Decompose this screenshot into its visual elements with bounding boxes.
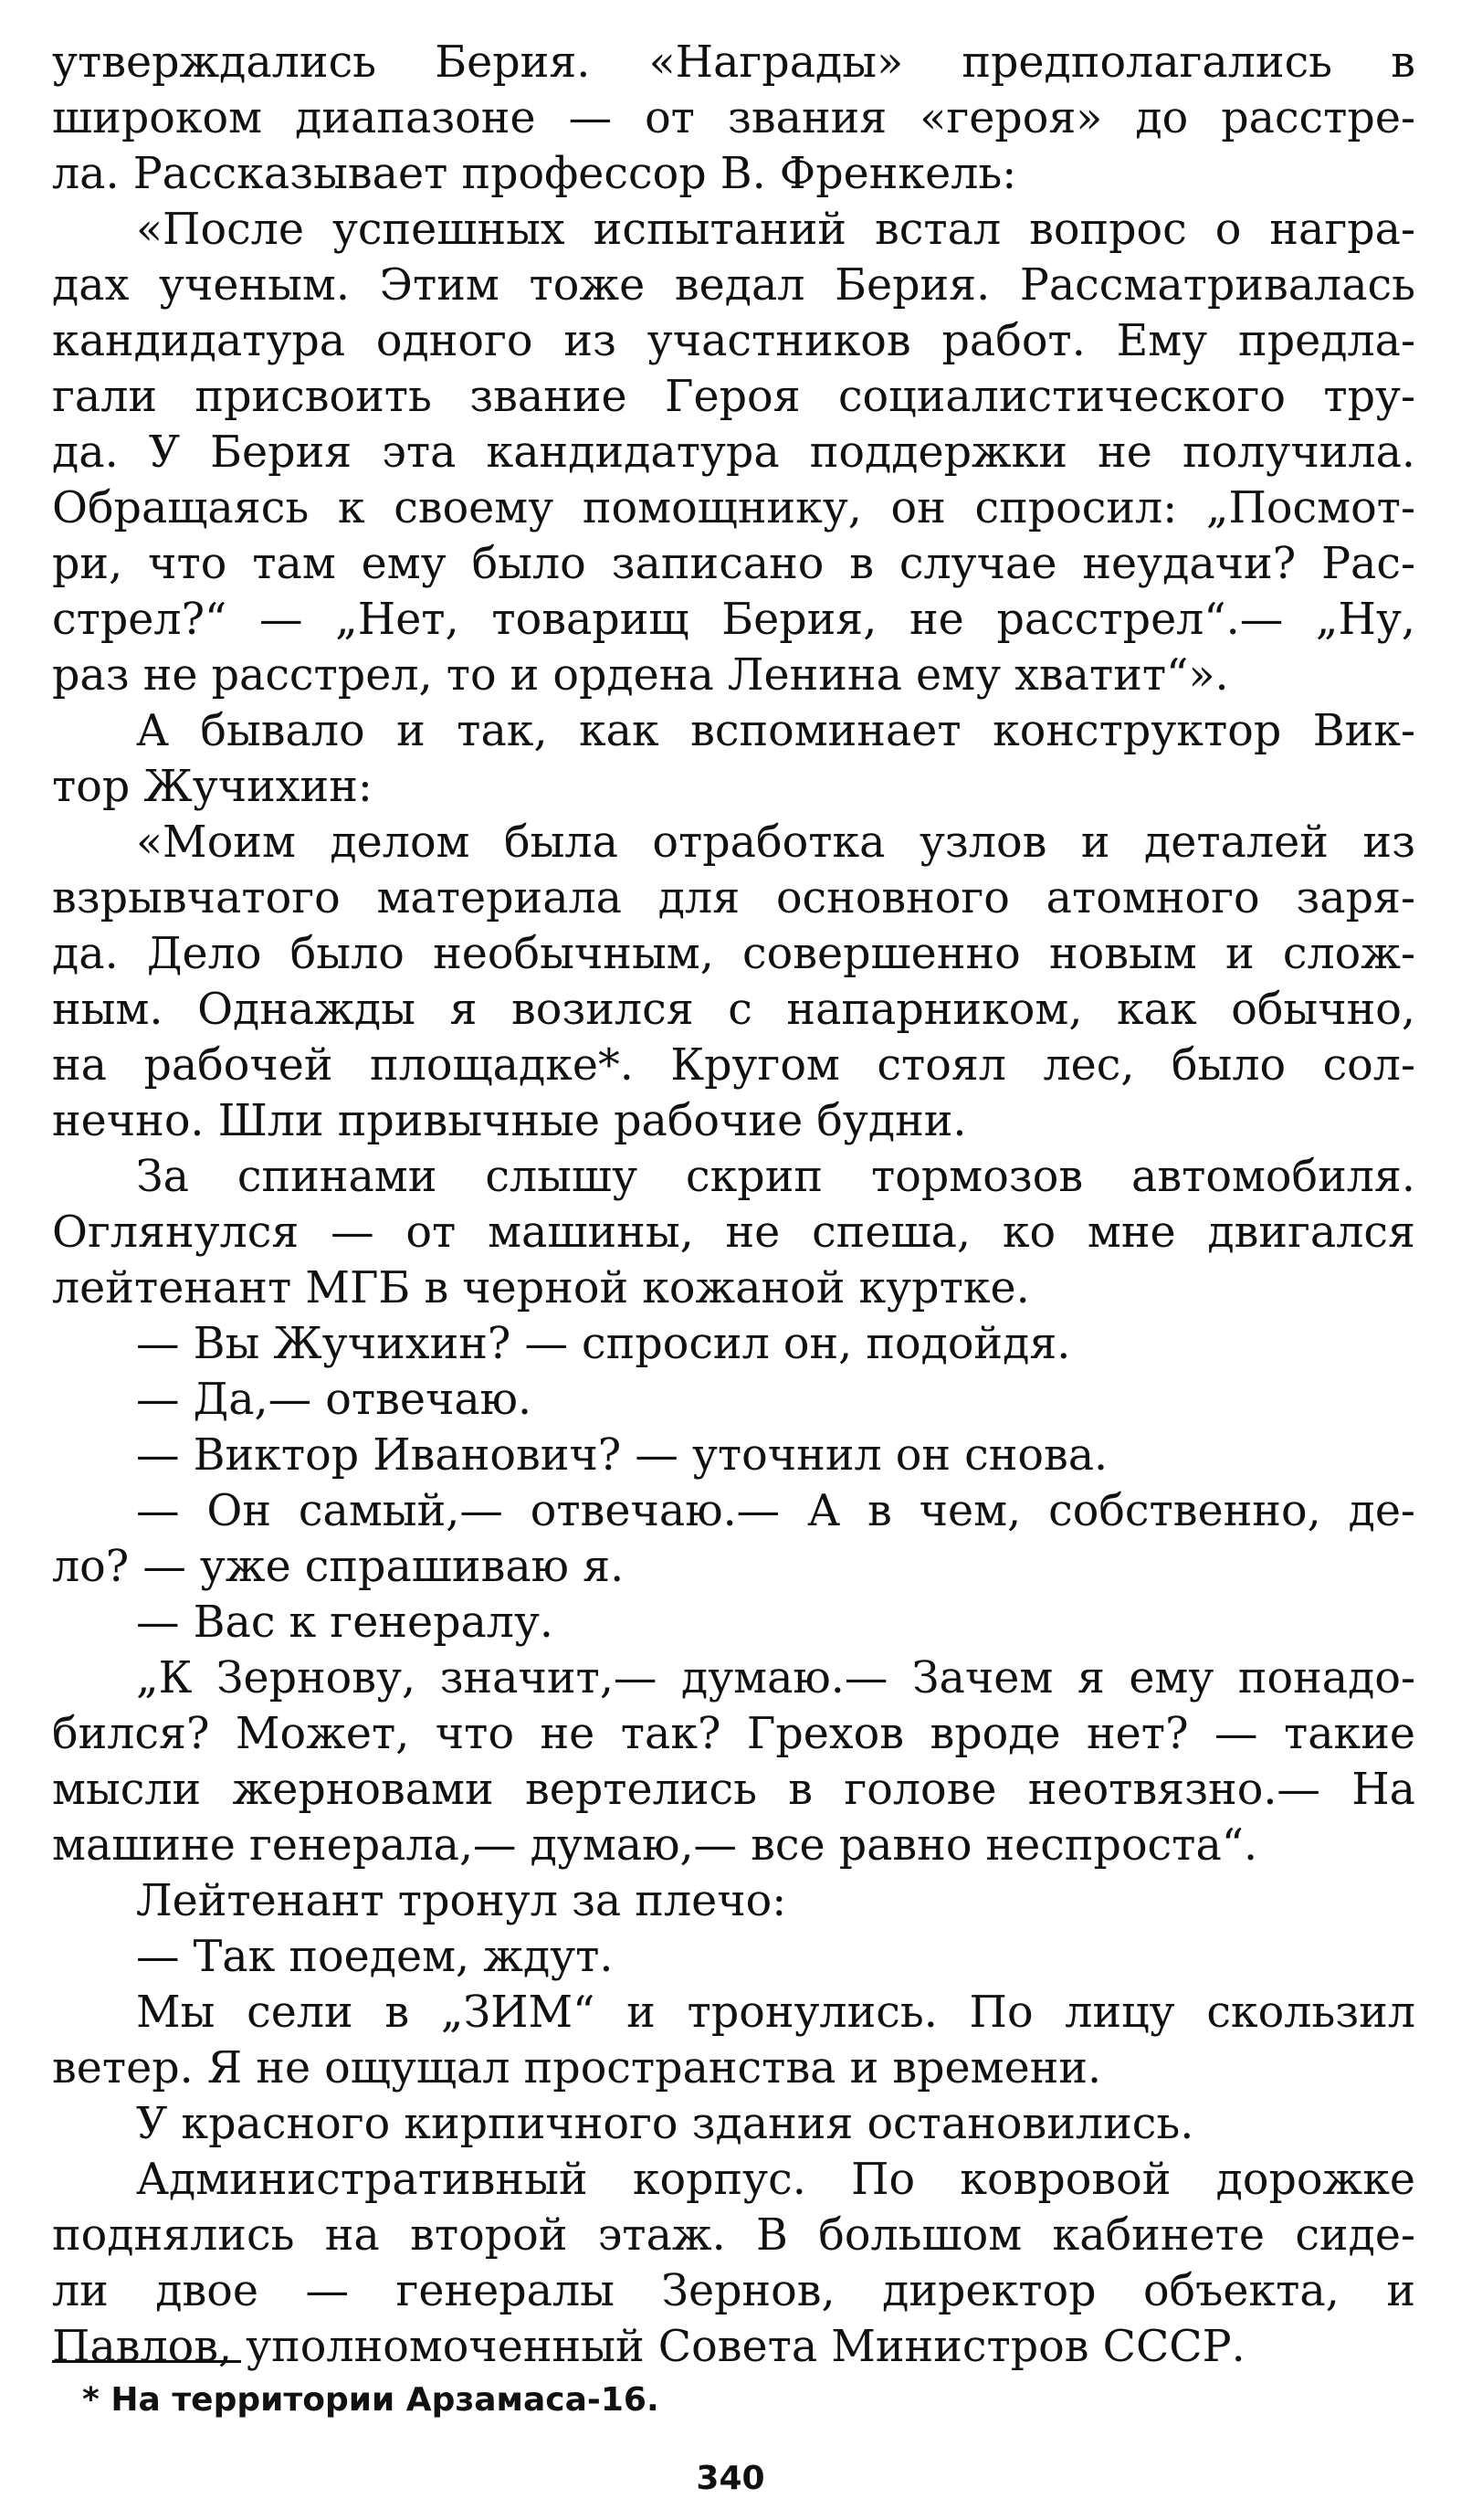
text-line: — Вы Жучихин? — спросил он, подойдя. xyxy=(136,1319,1071,1369)
text-line: „К Зернову, значит,— думаю.— Зачем я ему понадо- xyxy=(136,1653,1415,1703)
text-line: ветер. Я не ощущал пространства и времени. xyxy=(52,2043,1102,2093)
text-line: гали присвоить звание Героя социалистического тру- xyxy=(52,372,1415,422)
text-line: У красного кирпичного здания остановились. xyxy=(136,2099,1194,2149)
text-line: поднялись на второй этаж. В большом кабинете сиде- xyxy=(52,2210,1415,2261)
text-line: широком диапазоне — от звания «героя» до расстре- xyxy=(52,93,1415,143)
text-line: Мы сели в „ЗИМ“ и тронулись. По лицу скользил xyxy=(136,1988,1415,2038)
text-line: мысли жерновами вертелись в голове неотвязно.— На xyxy=(52,1765,1415,1815)
text-line: — Виктор Иванович? — уточнил он снова. xyxy=(136,1430,1109,1481)
text-line: раз не расстрел, то и ордена Ленина ему хватит“». xyxy=(52,650,1229,701)
footnote-divider xyxy=(52,2360,241,2363)
text-line: машине генерала,— думаю,— все равно неспроста“. xyxy=(52,1820,1258,1871)
text-line: кандидатура одного из участников работ. Ему предла- xyxy=(52,316,1415,366)
text-line: ри, что там ему было записано в случае неудачи? Рас- xyxy=(52,539,1415,589)
text-line: «Моим делом была отработка узлов и деталей из xyxy=(136,817,1415,868)
footnote: * На территории Арзамаса-16. xyxy=(82,2381,659,2419)
text-line: ла. Рассказывает профессор В. Френкель: xyxy=(52,149,1017,199)
text-line: тор Жучихин: xyxy=(52,762,373,812)
page-number: 340 xyxy=(696,2460,765,2497)
text-line: бился? Может, что не так? Грехов вроде нет? — такие xyxy=(52,1709,1415,1759)
text-line: Оглянулся — от машины, не спеша, ко мне двигался xyxy=(52,1207,1415,1258)
text-line: — Вас к генералу. xyxy=(136,1597,554,1648)
text-line: да. Дело было необычным, совершенно новым и слож- xyxy=(52,929,1415,979)
text-line: лейтенант МГБ в черной кожаной куртке. xyxy=(52,1263,1030,1313)
text-line: стрел?“ — „Нет, товарищ Берия, не расстрел“.— „Ну, xyxy=(52,595,1415,645)
body-text xyxy=(52,35,1415,2375)
text-line: Лейтенант тронул за плечо: xyxy=(136,1876,787,1926)
text-line: ло? — уже спрашиваю я. xyxy=(52,1542,625,1592)
text-line: дах ученым. Этим тоже ведал Берия. Рассматривалась xyxy=(52,260,1415,311)
text-line: — Так поедем, ждут. xyxy=(136,1932,614,1982)
text-line: Административный корпус. По ковровой дорожке xyxy=(136,2155,1415,2205)
text-line: взрывчатого материала для основного атомного заря- xyxy=(52,873,1415,923)
text-line: Обращаясь к своему помощнику, он спросил: „Посмот- xyxy=(52,483,1415,533)
text-line: ли двое — генералы Зернов, директор объекта, и xyxy=(52,2266,1415,2316)
text-line: За спинами слышу скрип тормозов автомобиля. xyxy=(136,1152,1415,1202)
text-line: да. У Берия эта кандидатура поддержки не получила. xyxy=(52,427,1415,478)
text-line: — Он самый,— отвечаю.— А в чем, собственно, де- xyxy=(136,1486,1415,1536)
text-line: А бывало и так, как вспоминает конструктор Вик- xyxy=(136,706,1415,756)
text-line: на рабочей площадке*. Кругом стоял лес, было сол- xyxy=(52,1040,1415,1091)
text-line: Павлов, уполномоченный Совета Министров СССР. xyxy=(52,2322,1246,2372)
text-line: — Да,— отвечаю. xyxy=(136,1375,532,1425)
text-line: нечно. Шли привычные рабочие будни. xyxy=(52,1096,967,1146)
text-line: ным. Однажды я возился с напарником, как обычно, xyxy=(52,985,1415,1035)
text-line: «После успешных испытаний встал вопрос о награ- xyxy=(136,205,1415,255)
text-line: утверждались Берия. «Награды» предполагались в xyxy=(52,37,1415,88)
